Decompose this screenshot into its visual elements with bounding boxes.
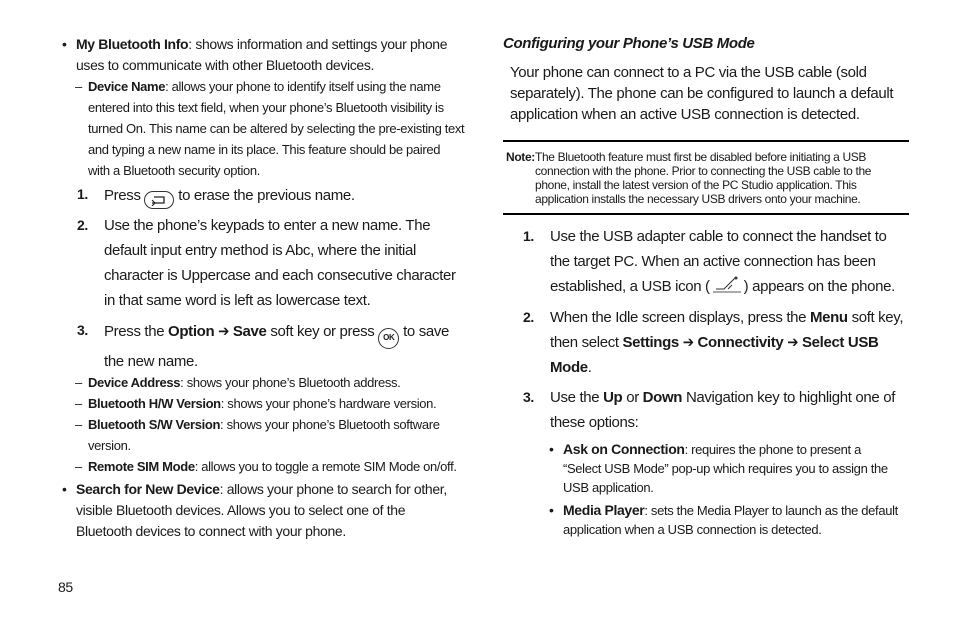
- usb-icon: [710, 275, 744, 295]
- step-number: 3.: [77, 322, 88, 338]
- step-text: Use the: [550, 389, 600, 406]
- ok-key-icon: OK: [378, 328, 399, 349]
- device-name-item: [75, 76, 465, 181]
- search-title: Search for New Device: [76, 481, 220, 497]
- step-text: Press the: [104, 323, 165, 340]
- step-text: soft key, then select: [550, 309, 904, 351]
- step-text: to save the new name.: [104, 323, 450, 370]
- dash: –: [75, 79, 82, 94]
- right-step-3: [550, 385, 906, 435]
- step-text: Use the USB adapter cable to connect the handset to the target PC. When an active connection has been established, a USB icon (: [550, 228, 887, 295]
- menu-label: Menu: [809, 309, 848, 326]
- media-player-option: [549, 501, 899, 539]
- step-text: When the Idle screen displays, press the: [550, 309, 807, 326]
- dash-text: : shows your phone’s hardware version.: [220, 396, 437, 411]
- intro-paragraph: Your phone can connect to a PC via the USB cable (sold separately). The phone can be configured to launch a default application when an active USB connection is detected.: [510, 64, 894, 123]
- dash: –: [75, 459, 82, 474]
- step-number: 1.: [523, 228, 534, 244]
- dash-title: Bluetooth S/W Version: [88, 417, 221, 432]
- step-text: ) appears on the phone.: [743, 278, 895, 295]
- down-label: Down: [642, 389, 683, 406]
- option-title: Ask on Connection: [563, 441, 685, 457]
- dash: –: [75, 417, 82, 432]
- hw-version-item: [75, 393, 465, 414]
- search-text: : allows your phone to search for other, visible Bluetooth devices. Allows you to select one of the Bluetooth devices to connect with your phone.: [76, 481, 447, 539]
- dash-text: : allows you to toggle a remote SIM Mode on/off.: [194, 459, 457, 474]
- step-number: 2.: [523, 309, 534, 325]
- bt-info-title: My Bluetooth Info: [76, 36, 189, 52]
- bt-info-text: : shows information and settings your phone uses to communicate with other Bluetooth devices.: [76, 36, 448, 73]
- step-text: Use the phone’s keypads to enter a new name. The default input entry method is Abc, where the initial character is Uppercase and each consecutive character in that same word is left as lowercase text.: [104, 217, 456, 309]
- step-number: 1.: [77, 186, 88, 202]
- arrow-icon: ➔: [682, 334, 694, 351]
- note-bottom-rule: [503, 213, 909, 215]
- note-top-rule: [503, 140, 909, 142]
- step-text: or: [626, 389, 639, 406]
- left-step-3: [104, 319, 466, 374]
- note-box: [506, 150, 906, 206]
- option-label: Option: [168, 323, 215, 340]
- right-step-1: [550, 224, 906, 299]
- bullet: •: [62, 36, 67, 52]
- connectivity-label: Connectivity: [697, 334, 784, 351]
- step-text: to erase the previous name.: [178, 187, 355, 204]
- note-label: Note:: [506, 150, 535, 164]
- dash-title: Device Address: [88, 375, 181, 390]
- step-text: .: [587, 359, 592, 376]
- arrow-icon: ➔: [787, 334, 799, 351]
- up-label: Up: [603, 389, 623, 406]
- option-text: : requires the phone to present a “Select USB Mode” pop-up which requires you to assign the USB application.: [563, 442, 888, 495]
- option-title: Media Player: [563, 502, 645, 518]
- step-text: Press: [104, 187, 141, 204]
- dash-text: : shows your phone’s Bluetooth address.: [180, 375, 401, 390]
- page-number: 85: [58, 579, 73, 595]
- bullet: •: [549, 441, 554, 457]
- bluetooth-info-item: [62, 34, 462, 76]
- step-number: 2.: [77, 217, 88, 233]
- step-number: 3.: [523, 389, 534, 405]
- step-text: soft key or press: [270, 323, 375, 340]
- search-device-item: [62, 479, 464, 542]
- save-label: Save: [232, 323, 267, 340]
- left-step-2: [104, 213, 466, 313]
- device-name-title: Device Name: [88, 79, 166, 94]
- option-text: : sets the Media Player to launch as the default application when a USB connection is detected.: [563, 503, 898, 537]
- note-text: The Bluetooth feature must first be disabled before initiating a USB connection with the phone. Prior to connecting the USB cable to the phone, install the latest version of the PC Studio application. This application installs the necessary USB drivers onto your machine.: [535, 150, 872, 206]
- back-key-icon: [144, 191, 174, 209]
- step-text: Navigation key to highlight one of these options:: [550, 389, 896, 431]
- dash-title: Bluetooth H/W Version: [88, 396, 221, 411]
- remote-sim-item: [75, 456, 465, 477]
- dash-title: Remote SIM Mode: [88, 459, 195, 474]
- bullet: •: [549, 502, 554, 518]
- left-step-1: [104, 183, 464, 209]
- sw-version-item: [75, 414, 465, 456]
- device-name-text: : allows your phone to identify itself using the name entered into this text field, when your phone’s Bluetooth visibility is turned On. This name can be altered by selecting the pre-existing text and typing a new name in its place. This feature should be paired with a Bluetooth security option.: [88, 79, 465, 178]
- dash: –: [75, 375, 82, 390]
- bullet: •: [62, 481, 67, 497]
- arrow-icon: ➔: [218, 323, 230, 340]
- ask-on-connection-option: [549, 440, 899, 497]
- right-step-2: [550, 305, 906, 380]
- device-address-item: [75, 372, 465, 393]
- dash: –: [75, 396, 82, 411]
- section-heading: Configuring your Phone’s USB Mode: [503, 35, 755, 52]
- dash-text: : shows your phone’s Bluetooth software version.: [88, 417, 440, 453]
- select-usb-mode-label: Select USB Mode: [550, 334, 879, 376]
- settings-label: Settings: [622, 334, 679, 351]
